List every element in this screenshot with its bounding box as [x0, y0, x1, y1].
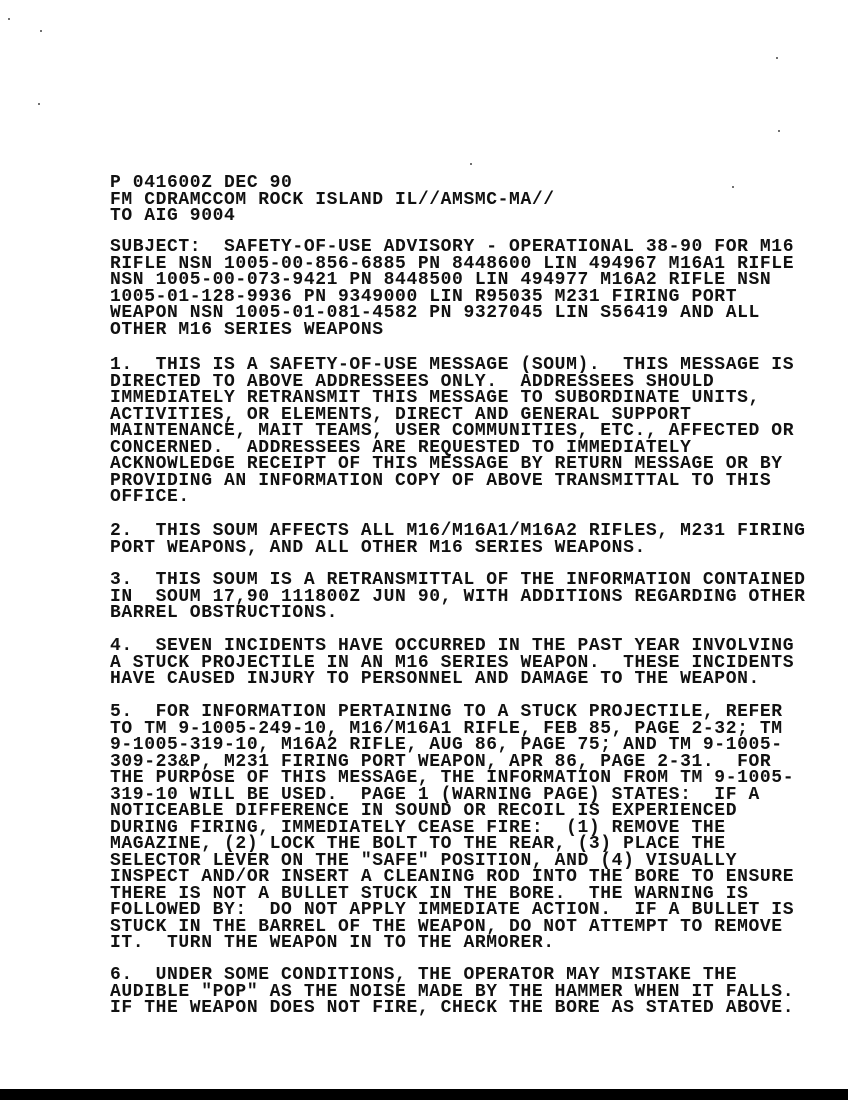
text-line: 1005-01-128-9936 PN 9349000 LIN R95035 M231 FIRING PORT	[110, 286, 738, 307]
text-line: HAVE CAUSED INJURY TO PERSONNEL AND DAMAGE TO THE WEAPON.	[110, 669, 760, 689]
text-line: 4. SEVEN INCIDENTS HAVE OCCURRED IN THE PAST YEAR INVOLVING	[110, 636, 795, 656]
text-line: SELECTOR LEVER ON THE "SAFE" POSITION, AND (4) VISUALLY	[110, 850, 738, 871]
text-line: DIRECTED TO ABOVE ADDRESSEES ONLY. ADDRESSEES SHOULD	[110, 371, 715, 392]
text-line: MAINTENANCE, MAIT TEAMS, USER COMMUNITIES, ETC., AFFECTED OR	[110, 421, 795, 441]
text-line: IN SOUM 17,90 111800Z JUN 90, WITH ADDITIONS REGARDING OTHER	[110, 586, 806, 607]
text-line: TO AIG 9004	[110, 206, 236, 226]
message-subject	[110, 239, 810, 338]
text-line: 1. THIS IS A SAFETY-OF-USE MESSAGE (SOUM). THIS MESSAGE IS	[110, 355, 795, 375]
text-line: OTHER M16 SERIES WEAPONS	[110, 319, 384, 340]
text-line: FOLLOWED BY: DO NOT APPLY IMMEDIATE ACTION. IF A BULLET IS	[110, 900, 795, 920]
text-line: OFFICE.	[110, 487, 190, 507]
text-line: 5. FOR INFORMATION PERTAINING TO A STUCK PROJECTILE, REFER	[110, 702, 783, 722]
paragraph-6	[110, 967, 810, 1017]
scan-speck	[38, 103, 40, 105]
text-line: THERE IS NOT A BULLET STUCK IN THE BORE. THE WARNING IS	[110, 883, 749, 904]
text-line: THE PURPOSE OF THIS MESSAGE, THE INFORMATION FROM TM 9-1005-	[110, 768, 795, 788]
text-line: IMMEDIATELY RETRANSMIT THIS MESSAGE TO SUBORDINATE UNITS,	[110, 388, 760, 408]
paragraph-1	[110, 357, 810, 506]
text-line: NOTICEABLE DIFFERENCE IN SOUND OR RECOIL IS EXPERIENCED	[110, 801, 738, 821]
text-line: DURING FIRING, IMMEDIATELY CEASE FIRE: (1) REMOVE THE	[110, 817, 726, 838]
text-line: BARREL OBSTRUCTIONS.	[110, 603, 339, 623]
message-header	[110, 175, 810, 225]
scan-speck	[778, 130, 780, 132]
text-line: 3. THIS SOUM IS A RETRANSMITTAL OF THE INFORMATION CONTAINED	[110, 570, 806, 590]
text-line: 319-10 WILL BE USED. PAGE 1 (WARNING PAGE) STATES: IF A	[110, 784, 760, 805]
text-line: PORT WEAPONS, AND ALL OTHER M16 SERIES WEAPONS.	[110, 537, 646, 558]
scan-edge-bar	[0, 1089, 848, 1100]
text-line: ACTIVITIES, OR ELEMENTS, DIRECT AND GENERAL SUPPORT	[110, 404, 692, 425]
text-line: TO TM 9-1005-249-10, M16/M16A1 RIFLE, FEB 85, PAGE 2-32; TM	[110, 718, 783, 739]
scan-speck	[470, 163, 472, 165]
text-line: FM CDRAMCCOM ROCK ISLAND IL//AMSMC-MA//	[110, 189, 555, 210]
paragraph-3	[110, 572, 810, 622]
text-line: ACKNOWLEDGE RECEIPT OF THIS MESSAGE BY RETURN MESSAGE OR BY	[110, 454, 783, 474]
text-line: STUCK IN THE BARREL OF THE WEAPON, DO NOT ATTEMPT TO REMOVE	[110, 916, 783, 937]
paragraph-2	[110, 523, 810, 556]
text-line: CONCERNED. ADDRESSEES ARE REQUESTED TO IMMEDIATELY	[110, 437, 692, 458]
text-line: 309-23&P, M231 FIRING PORT WEAPON, APR 86, PAGE 2-31. FOR	[110, 751, 772, 772]
text-line: MAGAZINE, (2) LOCK THE BOLT TO THE REAR, (3) PLACE THE	[110, 834, 726, 854]
text-line: WEAPON NSN 1005-01-081-4582 PN 9327045 LIN S56419 AND ALL	[110, 303, 760, 323]
scan-speck	[776, 57, 778, 59]
text-line: A STUCK PROJECTILE IN AN M16 SERIES WEAPON. THESE INCIDENTS	[110, 652, 795, 673]
text-line: 9-1005-319-10, M16A2 RIFLE, AUG 86, PAGE 75; AND TM 9-1005-	[110, 735, 783, 755]
scan-speck	[8, 18, 10, 20]
text-line: AUDIBLE "POP" AS THE NOISE MADE BY THE HAMMER WHEN IT FALLS.	[110, 981, 795, 1002]
text-line: SUBJECT: SAFETY-OF-USE ADVISORY - OPERATIONAL 38-90 FOR M16	[110, 237, 795, 257]
text-line: IF THE WEAPON DOES NOT FIRE, CHECK THE BORE AS STATED ABOVE.	[110, 998, 795, 1018]
scan-speck	[40, 30, 42, 32]
text-line: NSN 1005-00-073-9421 PN 8448500 LIN 494977 M16A2 RIFLE NSN	[110, 270, 772, 290]
text-line: IT. TURN THE WEAPON IN TO THE ARMORER.	[110, 933, 555, 953]
text-line: PROVIDING AN INFORMATION COPY OF ABOVE TRANSMITTAL TO THIS	[110, 470, 772, 491]
paragraph-5	[110, 704, 810, 952]
text-line: 6. UNDER SOME CONDITIONS, THE OPERATOR MAY MISTAKE THE	[110, 965, 738, 985]
text-line: P 041600Z DEC 90	[110, 173, 293, 193]
paragraph-4	[110, 638, 810, 688]
text-line: INSPECT AND/OR INSERT A CLEANING ROD INTO THE BORE TO ENSURE	[110, 867, 795, 887]
text-line: RIFLE NSN 1005-00-856-6885 PN 8448600 LIN 494967 M16A1 RIFLE	[110, 253, 795, 274]
text-line: 2. THIS SOUM AFFECTS ALL M16/M16A1/M16A2 RIFLES, M231 FIRING	[110, 521, 806, 541]
